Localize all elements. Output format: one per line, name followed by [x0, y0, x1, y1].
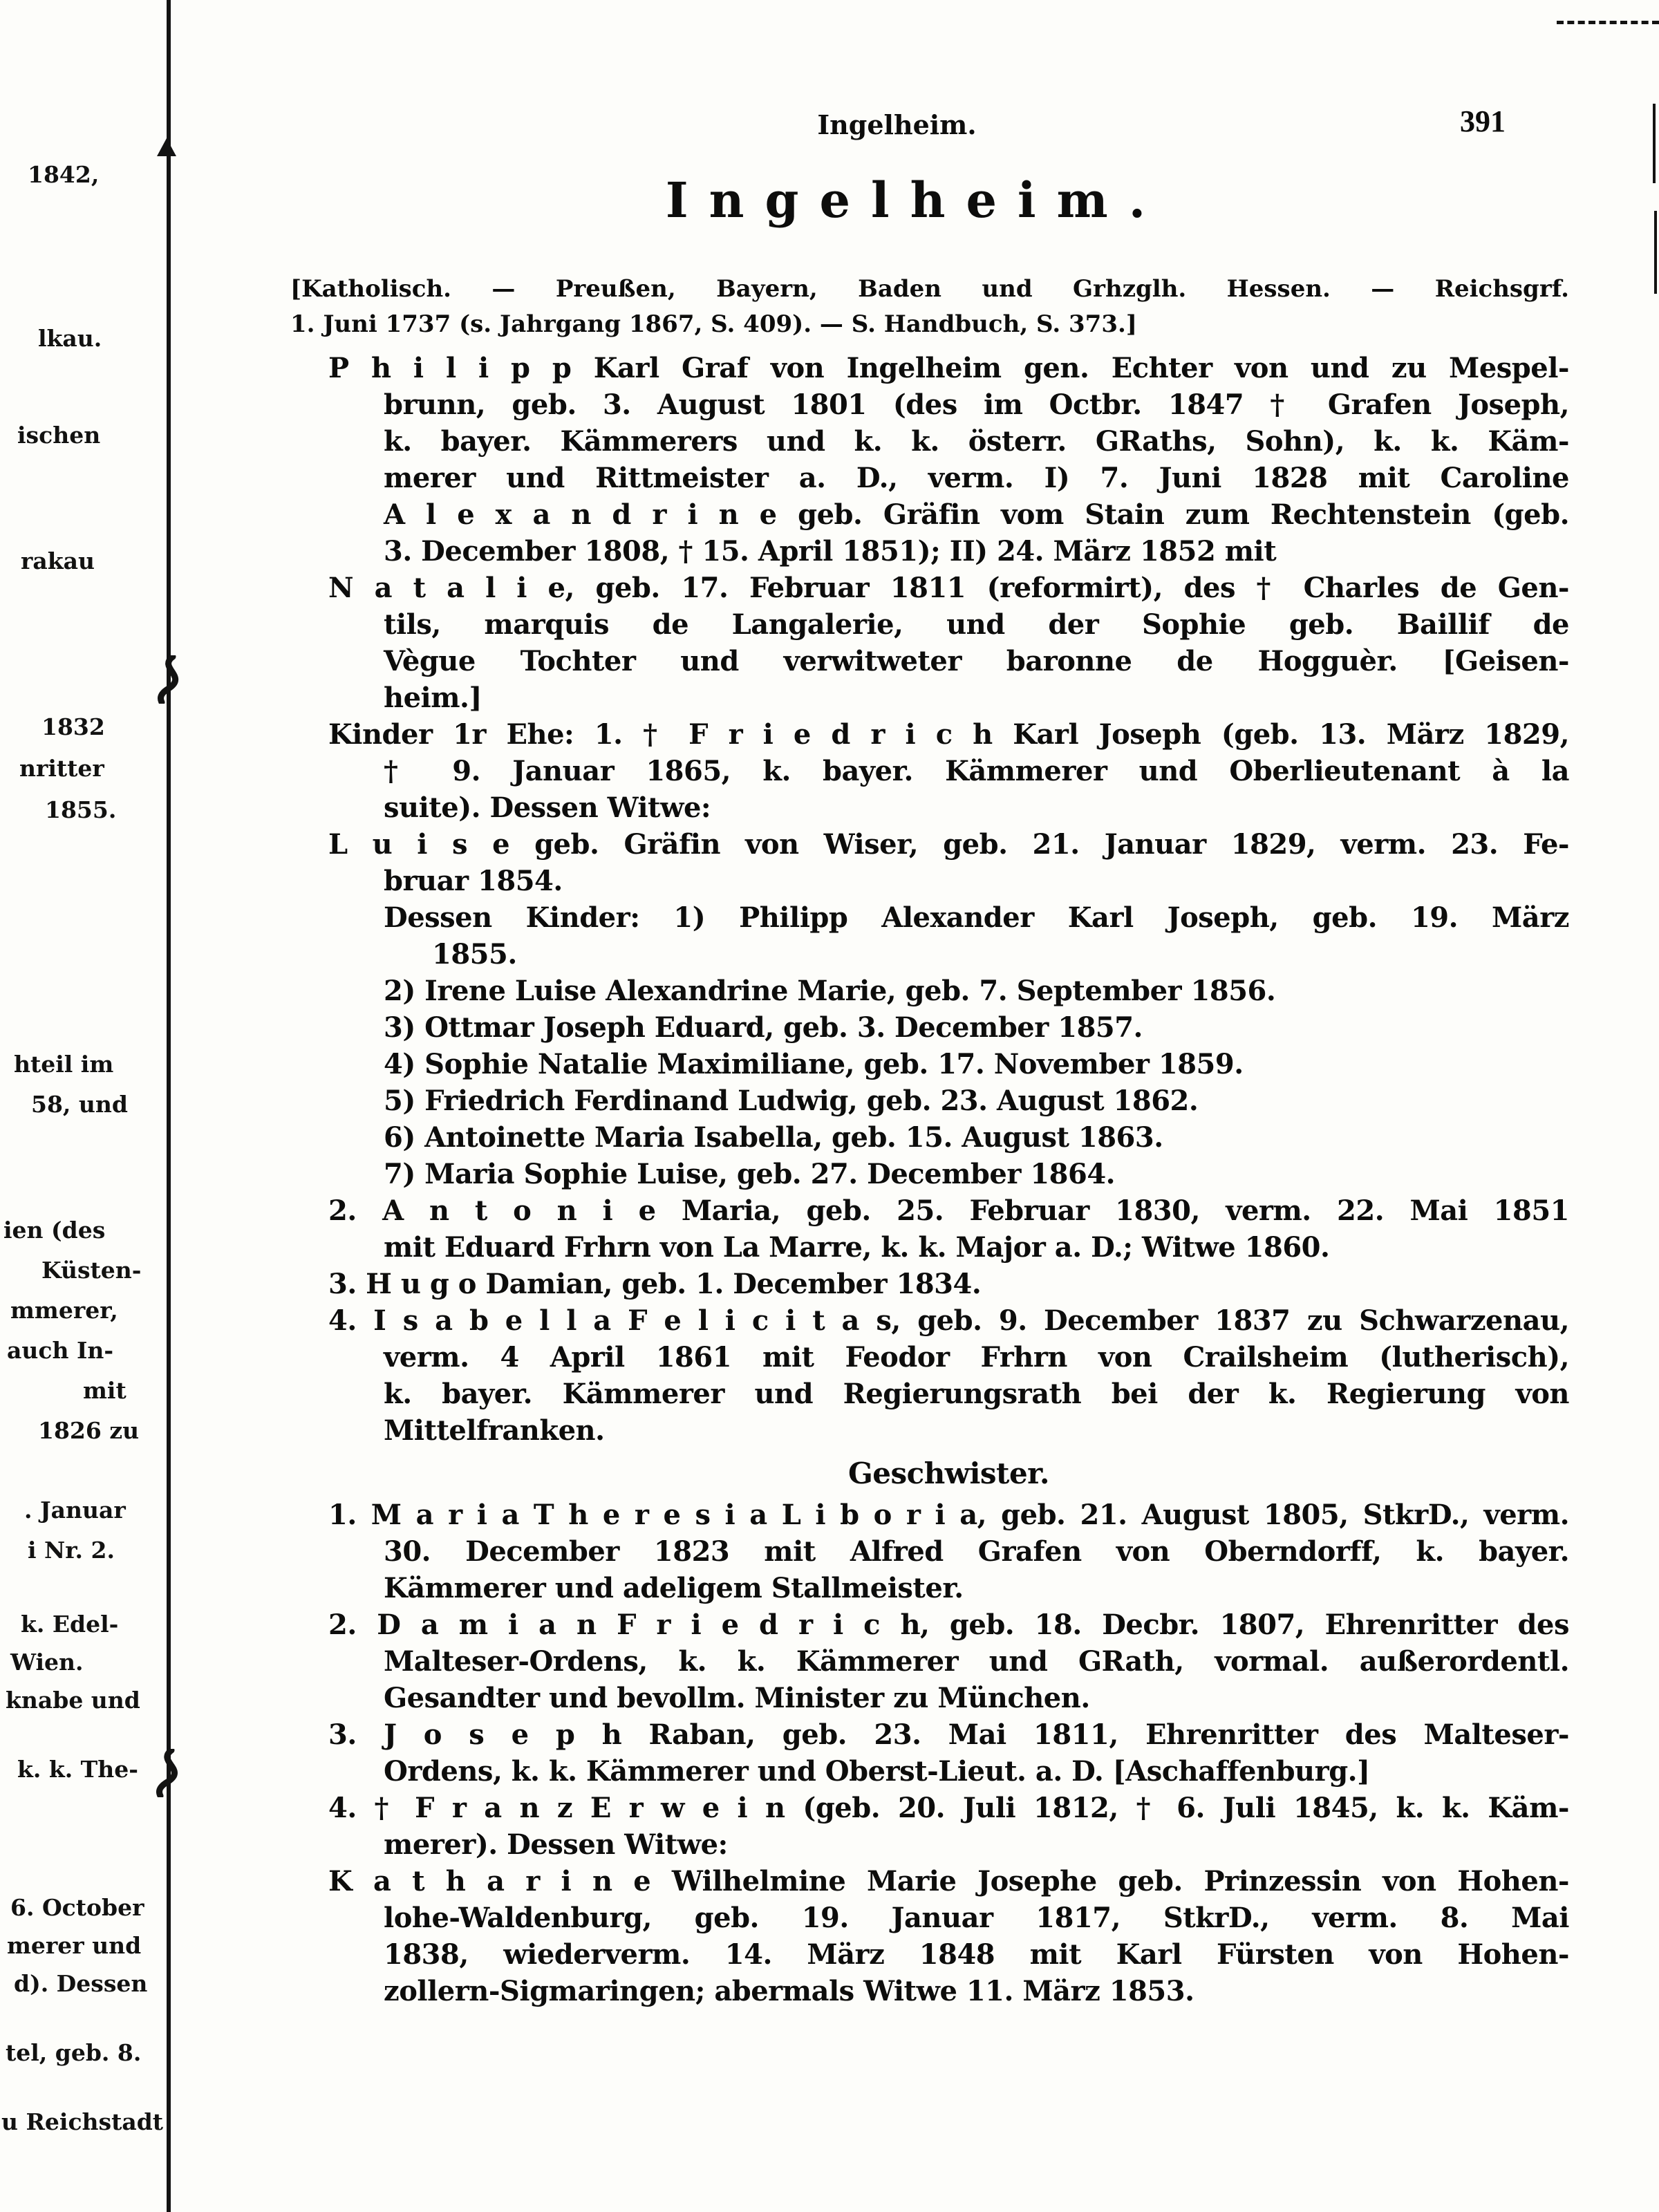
margin-fragment: hteil im: [14, 1051, 114, 1078]
dash-mark-top-right: [1557, 21, 1659, 24]
text-line: 3. H u g o Damian, geb. 1. December 1834.: [328, 1268, 982, 1300]
entry-philipp: [328, 350, 1569, 570]
margin-fragment: d). Dessen: [14, 1970, 148, 1997]
page-title: Ingelheim.: [665, 171, 1167, 229]
text-line: k. bayer. Kämmerer und Regierungsrath bei der k. Regierung von: [384, 1378, 1569, 1410]
text-line: P h i l i p p Karl Graf von Ingelheim gen. Echter von und zu Mespel-: [328, 352, 1569, 384]
margin-fragment: 1826 zu: [38, 1417, 140, 1444]
margin-fragment: 1855.: [45, 796, 117, 823]
text-line: A l e x a n d r i n e geb. Gräfin vom Stain zum Rechtenstein (geb.: [384, 498, 1569, 531]
body-column: [328, 350, 1569, 2009]
margin-fragment: mit: [83, 1377, 126, 1404]
text-line: 6) Antoinette Maria Isabella, geb. 15. August 1863.: [384, 1121, 1163, 1154]
text-line: [Katholisch. — Preußen, Bayern, Baden und Grhzglh. Hessen. — Reichsgrf.: [290, 275, 1569, 303]
text-line: K a t h a r i n e Wilhelmine Marie Josephe geb. Prinzessin von Hohen-: [328, 1865, 1569, 1897]
text-line: k. bayer. Kämmerers und k. k. österr. GRaths, Sohn), k. k. Käm-: [384, 425, 1569, 458]
text-line: 5) Friedrich Ferdinand Ludwig, geb. 23. August 1862.: [384, 1085, 1199, 1117]
margin-fragment: nritter: [19, 755, 104, 782]
margin-fragment: lkau.: [38, 325, 102, 352]
text-line: 2. D a m i a n F r i e d r i c h, geb. 18. Decbr. 1807, Ehrenritter des: [328, 1609, 1569, 1641]
margin-fragment: . Januar: [24, 1497, 126, 1524]
entry-hugo: [328, 1266, 1569, 1302]
text-line: 4. † F r a n z E r w e i n (geb. 20. Juli 1812, † 6. Juli 1845, k. k. Käm-: [328, 1792, 1569, 1824]
margin-fragment: mmerer,: [10, 1297, 118, 1324]
margin-fragment: 6. October: [10, 1894, 144, 1921]
entry-katharine: [328, 1863, 1569, 2009]
edge-tick: [1653, 104, 1656, 183]
text-line: Malteser-Ordens, k. k. Kämmerer und GRath, vormal. außerordentl.: [384, 1645, 1569, 1678]
margin-fragment: rakau: [21, 547, 95, 574]
text-line: merer). Dessen Witwe:: [384, 1828, 728, 1861]
entry-kinder-items: [328, 973, 1569, 1192]
text-line: 1. Juni 1737 (s. Jahrgang 1867, S. 409). — S. Handbuch, S. 373.]: [290, 310, 1137, 338]
margin-fragment: knabe und: [6, 1687, 140, 1714]
text-line: lohe-Waldenburg, geb. 19. Januar 1817, StkrD., verm. 8. Mai: [384, 1902, 1569, 1934]
intro-note: [290, 271, 1569, 341]
text-line: brunn, geb. 3. August 1801 (des im Octbr. 1847 † Grafen Joseph,: [384, 388, 1569, 421]
entry-kinder-erste-ehe: [328, 716, 1569, 826]
text-line: 1. M a r i a T h e r e s i a L i b o r i a, geb. 21. August 1805, StkrD., verm.: [328, 1499, 1569, 1531]
margin-fragment: ischen: [17, 422, 101, 449]
text-line: 3. December 1808, † 15. April 1851); II) 24. März 1852 mit: [384, 535, 1277, 568]
text-line: 2) Irene Luise Alexandrine Marie, geb. 7. September 1856.: [384, 975, 1276, 1007]
margin-fragment: 1832: [41, 713, 105, 740]
edge-tick: [1654, 211, 1657, 294]
text-line: Dessen Kinder: 1) Philipp Alexander Karl Joseph, geb. 19. März: [384, 901, 1569, 934]
margin-fragment: k. Edel-: [21, 1611, 119, 1638]
gutter-rule: [167, 0, 171, 2212]
entry-maria-theresia: [328, 1497, 1569, 1606]
text-line: 3) Ottmar Joseph Eduard, geb. 3. December 1857.: [384, 1011, 1143, 1044]
text-line: † 9. Januar 1865, k. bayer. Kämmerer und Oberlieutenant à la: [384, 755, 1569, 787]
margin-fragment: Wien.: [10, 1649, 84, 1676]
entry-antonie: [328, 1192, 1569, 1266]
margin-fragment: auch In-: [7, 1337, 114, 1364]
text-line: 4. I s a b e l l a F e l i c i t a s, geb. 9. December 1837 zu Schwarzenau,: [328, 1304, 1569, 1337]
text-line: N a t a l i e, geb. 17. Februar 1811 (reformirt), des † Charles de Gen-: [328, 572, 1569, 604]
margin-fragment: k. k. The-: [17, 1756, 138, 1783]
margin-fragment: u Reichstadt: [1, 2108, 164, 2135]
text-line: tils, marquis de Langalerie, und der Sophie geb. Baillif de: [384, 608, 1569, 641]
text-line: Vègue Tochter und verwitweter baronne de Hogguèr. [Geisen-: [384, 645, 1569, 677]
text-line: 30. December 1823 mit Alfred Grafen von Oberndorff, k. bayer.: [384, 1535, 1569, 1568]
text-line: Kämmerer und adeligem Stallmeister.: [384, 1572, 964, 1604]
text-line: bruar 1854.: [384, 865, 563, 897]
margin-fragment: i Nr. 2.: [28, 1537, 115, 1564]
text-line: 4) Sophie Natalie Maximiliane, geb. 17. November 1859.: [384, 1048, 1244, 1080]
text-line: 2. A n t o n i e Maria, geb. 25. Februar 1830, verm. 22. Mai 1851: [328, 1194, 1569, 1227]
margin-fragment: merer und: [7, 1932, 142, 1959]
margin-column: [0, 0, 166, 2212]
text-line: Kinder 1r Ehe: 1. † F r i e d r i c h Karl Joseph (geb. 13. März 1829,: [328, 718, 1569, 751]
margin-fragment: ien (des: [3, 1217, 106, 1244]
text-line: zollern-Sigmaringen; abermals Witwe 11. März 1853.: [384, 1975, 1194, 2007]
text-line: 1838, wiederverm. 14. März 1848 mit Karl Fürsten von Hohen-: [384, 1938, 1569, 1971]
margin-fragment: 1842,: [28, 161, 100, 188]
text-line: mit Eduard Frhrn von La Marre, k. k. Major a. D.; Witwe 1860.: [384, 1231, 1330, 1264]
margin-fragment: 58, und: [31, 1091, 128, 1118]
running-head: Ingelheim.: [817, 109, 977, 140]
text-line: merer und Rittmeister a. D., verm. I) 7. Juni 1828 mit Caroline: [384, 462, 1569, 494]
text-line: Ordens, k. k. Kämmerer und Oberst-Lieut. a. D. [Aschaffenburg.]: [384, 1755, 1370, 1788]
text-line: 1855.: [432, 938, 517, 971]
margin-fragment: Küsten-: [41, 1257, 142, 1284]
text-line: suite). Dessen Witwe:: [384, 791, 711, 824]
text-line: 7) Maria Sophie Luise, geb. 27. December 1864.: [384, 1158, 1116, 1190]
text-line: L u i s e geb. Gräfin von Wiser, geb. 21. Januar 1829, verm. 23. Fe-: [328, 828, 1569, 861]
text-line: 3. J o s e p h Raban, geb. 23. Mai 1811, Ehrenritter des Malteser-: [328, 1718, 1569, 1751]
geschwister-heading: Geschwister.: [847, 1456, 1050, 1490]
text-line: Mittelfranken.: [384, 1414, 605, 1447]
entry-damian: [328, 1606, 1569, 1716]
entry-isabella: [328, 1302, 1569, 1449]
entry-franz: [328, 1790, 1569, 1863]
text-line: Gesandter und bevollm. Minister zu München.: [384, 1682, 1090, 1714]
text-line: verm. 4 April 1861 mit Feodor Frhrn von Crailsheim (lutherisch),: [384, 1341, 1569, 1374]
text-line: heim.]: [384, 682, 482, 714]
margin-fragment: tel, geb. 8.: [6, 2039, 142, 2066]
entry-luise: [328, 826, 1569, 899]
entry-natalie: [328, 570, 1569, 716]
page-number: 391: [1460, 104, 1506, 138]
entry-dessen-kinder: [328, 899, 1569, 973]
entry-joseph: [328, 1716, 1569, 1790]
